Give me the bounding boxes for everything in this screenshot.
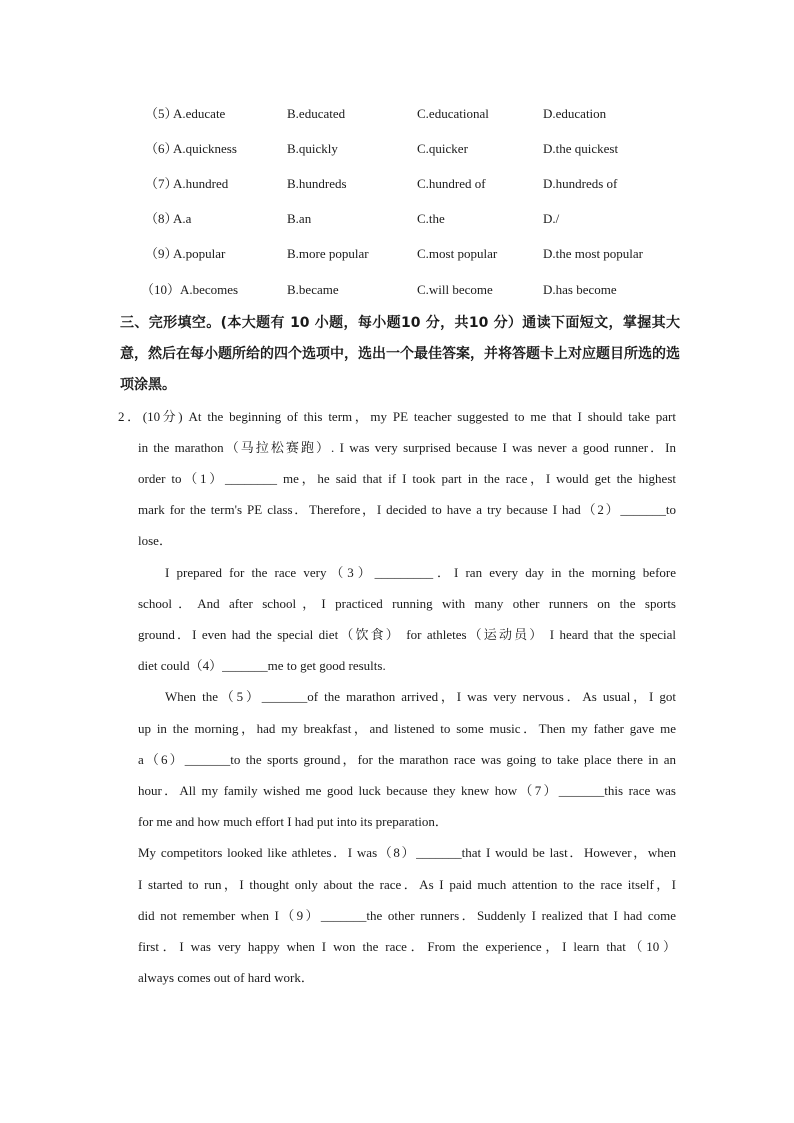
option-row-8: [0, 209, 794, 229]
option-b: B.became: [287, 282, 339, 297]
question-number: （8）: [145, 211, 178, 226]
option-row-9: [0, 244, 794, 264]
passage-line: I prepared for the race very（3）_________．I ran every day in the morning before: [165, 565, 676, 580]
passage-line: 2．(10分) At the beginning of this term，my PE teacher suggested to me that I should take part: [118, 409, 676, 424]
option-d: D.hundreds of: [543, 176, 618, 191]
option-b: B.hundreds: [287, 176, 347, 191]
passage-line: ground．I even had the special diet（饮食） for athletes（运动员） I heard that the special: [138, 627, 676, 642]
passage-line: in the marathon（马拉松赛跑）. I was very surprised because I was never a good runner．In: [138, 440, 676, 455]
passage-line: When the（5）_______of the marathon arrived，I was very nervous．As usual，I got: [165, 689, 676, 704]
option-d: D./: [543, 211, 560, 226]
option-c: C.the: [417, 211, 445, 226]
section-heading: 三、完形填空。(本大题有 10 小题，每小题10 分，共10 分）通读下面短文，掌握其大意，然后在每小题所给的四个选项中，选出一个最佳答案，并将答题卡上对应题目所选的选项涂黑。: [120, 315, 680, 393]
option-b: B.quickly: [287, 141, 338, 156]
option-c: C.quicker: [417, 141, 468, 156]
passage-line: up in the morning，had my breakfast，and listened to some music．Then my father gave me: [138, 721, 676, 736]
option-c: C.most popular: [417, 246, 498, 261]
option-b: B.more popular: [287, 246, 369, 261]
option-row-7: [0, 174, 794, 194]
option-a: A.popular: [173, 246, 226, 261]
option-d: D.the quickest: [543, 141, 619, 156]
option-d: D.has become: [543, 282, 617, 297]
option-a: A.hundred: [173, 176, 229, 191]
question-number: （7）: [145, 176, 178, 191]
question-number: （9）: [145, 246, 178, 261]
option-d: D.education: [543, 106, 607, 121]
question-number: （6）: [145, 141, 178, 156]
option-a: A.quickness: [173, 141, 237, 156]
passage-line: I started to run，I thought only about the race．As I paid much attention to the race itself，I: [138, 877, 676, 892]
option-a: A.educate: [173, 106, 226, 121]
passage-line: for me and how much effort I had put into its preparation．: [138, 814, 448, 829]
option-b: B.educated: [287, 106, 346, 121]
passage-line: mark for the term's PE class．Therefore，I decided to have a try because I had（2）_______to: [138, 502, 676, 517]
passage-line: hour．All my family wished me good luck because they knew how（7）_______this race was: [138, 783, 676, 798]
option-a: A.a: [173, 211, 192, 226]
option-c: C.educational: [417, 106, 489, 121]
question-number: （10）: [141, 282, 181, 297]
option-b: B.an: [287, 211, 312, 226]
option-c: C.will become: [417, 282, 493, 297]
passage-line: lose．: [138, 533, 172, 548]
passage-line: order to（1）________ me，he said that if I took part in the race，I would get the highest: [138, 471, 676, 486]
option-row-5: [0, 104, 794, 124]
passage-line: always comes out of hard work．: [138, 970, 314, 985]
passage-line: first．I was very happy when I won the race．From the experience，I learn that（10）: [138, 939, 676, 954]
option-a: A.becomes: [180, 282, 239, 297]
question-number: （5）: [145, 106, 178, 121]
option-c: C.hundred of: [417, 176, 486, 191]
option-row-6: [0, 139, 794, 159]
passage-line: diet could（4）_______me to get good results.: [138, 658, 386, 673]
passage-line: My competitors looked like athletes．I was（8）_______that I would be last．However，when: [138, 845, 676, 860]
passage-line: did not remember when I（9）_______the other runners．Suddenly I realized that I had come: [138, 908, 676, 923]
passage-line: a（6）_______to the sports ground，for the marathon race was going to take place there in an: [138, 752, 676, 767]
passage-line: school．And after school，I practiced running with many other runners on the sports: [138, 596, 676, 611]
option-d: D.the most popular: [543, 246, 644, 261]
option-row-10: [0, 280, 794, 300]
